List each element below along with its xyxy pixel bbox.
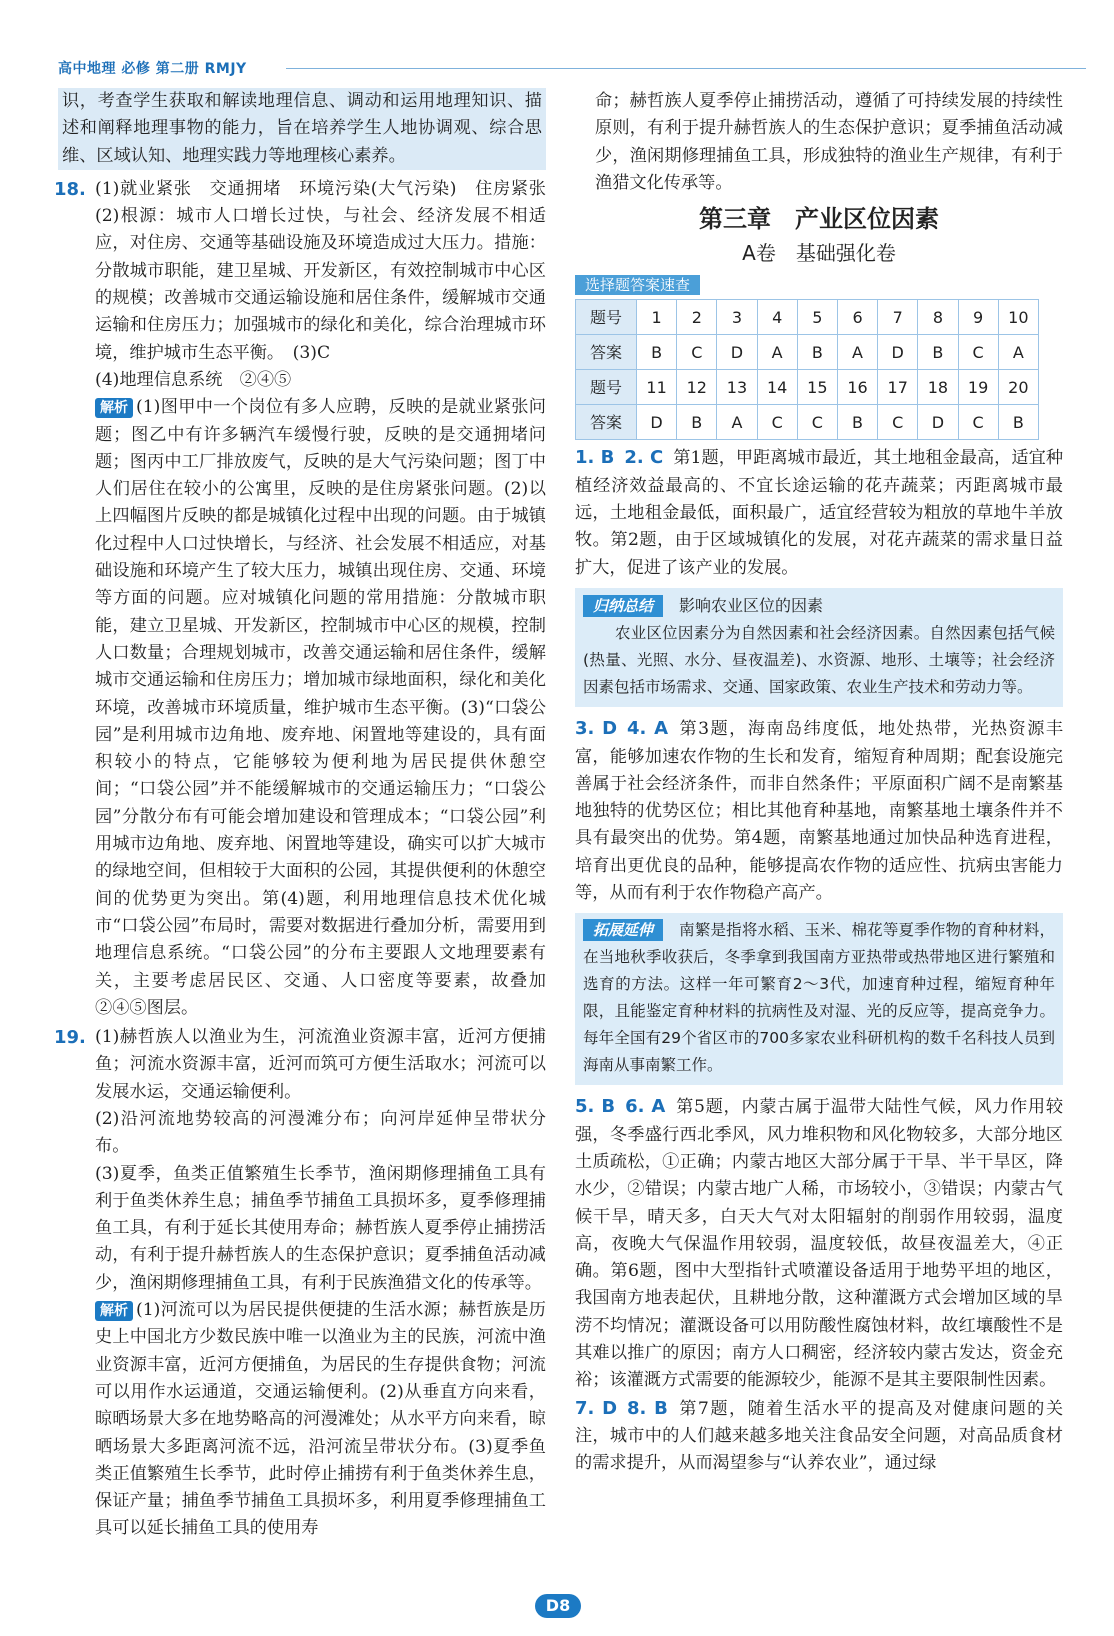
q3-4-explanation bbox=[575, 715, 1063, 907]
q19-analysis-continued: 命；赫哲族人夏季停止捕捞活动，遵循了可持续发展的持续性原则，有利于提升赫哲族人的生态保护意识；夏季捕鱼活动减少，渔闲期修理捕鱼工具，形成独特的渔业生产规律，有利于渔猎文化传承等。 bbox=[595, 91, 1063, 193]
question-cell: 8 bbox=[918, 300, 958, 335]
q7-answer: 7. D bbox=[575, 1397, 618, 1419]
q19-answer-3: (3)夏季，鱼类正值繁殖生长季节，渔闲期修理捕鱼工具有利于鱼类休养生息；捕鱼季节捕鱼工具损坏多，夏季修理捕鱼工具，有利于延长其使用寿命；赫哲族人夏季停止捕捞活动，有利于提升赫哲族人的生态保护意识；夏季捕鱼活动减少，渔闲期修理捕鱼工具，有利于民族渔猎文化的传承等。 bbox=[95, 1163, 546, 1293]
q19-answer-1: (1)赫哲族人以渔业为生，河流渔业资源丰富，近河方便捕鱼；河流水资源丰富，近河而筑可方便生活取水；河流可以发展水运，交通运输便利。 bbox=[95, 1027, 546, 1102]
question-cell: 14 bbox=[757, 370, 797, 405]
question-cell: 1 bbox=[637, 300, 677, 335]
answer-cell: C bbox=[677, 335, 717, 370]
q2-answer: 2. C bbox=[624, 447, 664, 469]
q18-answer: (1)就业紧张 交通拥堵 环境污染(大气污染) 住房紧张 (2)根源：城市人口增长过快，与社会、经济发展不相适应，对住房、交通等基础设施及环境造成过大压力。措施：分散城市职能，建卫星城、开发新区，有效控制城市中心区的规模；改善城市交通运输设施和居住条件，缓解城市交通运输和住房压力；加强城市的绿化和美化，综合治理城市环境，维护城市生态平衡。 (3)C bbox=[95, 178, 564, 363]
answer-cell: B bbox=[837, 405, 877, 440]
extension-box bbox=[575, 913, 1063, 1085]
answer-cell: B bbox=[637, 335, 677, 370]
answer-key-table bbox=[575, 299, 1039, 440]
q4-answer: 4. A bbox=[627, 718, 669, 740]
q18-answer-part4: (4)地理信息系统 ②④⑤ bbox=[95, 369, 292, 390]
question-18 bbox=[54, 176, 564, 1022]
answer-cell: C bbox=[797, 405, 837, 440]
answer-cell: D bbox=[717, 335, 757, 370]
q19-analysis bbox=[58, 1297, 546, 1543]
answer-cell: B bbox=[998, 405, 1038, 440]
right-column bbox=[575, 88, 1063, 1478]
intro-box: 识，考查学生获取和解读地理信息、调动和运用地理知识、描述和阐释地理事物的能力，旨在培养学生人地协调观、综合思维、区域认知、地理实践力等地理核心素养。 bbox=[58, 88, 546, 170]
q1-2-explanation bbox=[575, 444, 1063, 581]
q6-answer: 6. A bbox=[625, 1096, 666, 1118]
table-row bbox=[576, 300, 1039, 335]
answer-cell: A bbox=[837, 335, 877, 370]
analysis-tag: 解析 bbox=[95, 398, 133, 418]
table-row bbox=[576, 405, 1039, 440]
q19-answer-2: (2)沿河流地势较高的河漫滩分布；向河岸延伸呈带状分布。 bbox=[95, 1108, 546, 1157]
answer-cell: D bbox=[878, 335, 918, 370]
extension-tag: 拓展延伸 bbox=[583, 919, 663, 941]
page-header bbox=[58, 58, 1058, 80]
section-subtitle: A卷 基础强化卷 bbox=[742, 241, 896, 266]
question-cell: 12 bbox=[677, 370, 717, 405]
row-label: 题号 bbox=[576, 370, 637, 405]
question-19 bbox=[54, 1024, 546, 1543]
table-row bbox=[576, 335, 1039, 370]
row-label: 答案 bbox=[576, 335, 637, 370]
summary-tag: 归纳总结 bbox=[583, 595, 663, 617]
question-cell: 9 bbox=[958, 300, 998, 335]
question-cell: 16 bbox=[837, 370, 877, 405]
question-cell: 19 bbox=[958, 370, 998, 405]
answer-cell: C bbox=[958, 405, 998, 440]
answer-cell: B bbox=[918, 335, 958, 370]
answer-cell: A bbox=[717, 405, 757, 440]
summary-box bbox=[575, 588, 1063, 707]
question-cell: 3 bbox=[717, 300, 757, 335]
summary-title: 影响农业区位的因素 bbox=[679, 595, 824, 615]
q5-answer: 5. B bbox=[575, 1096, 616, 1118]
question-cell: 2 bbox=[677, 300, 717, 335]
question-cell: 20 bbox=[998, 370, 1038, 405]
q1-2-text: 第1题，甲距离城市最近，其土地租金最高，适宜种植经济效益最高的、不宜长途运输的花卉蔬菜；丙距离城市最远，土地租金最低，面积最广，适宜经营较为粗放的草地牛羊放牧。第2题，由于区域城镇化的发展，对花卉蔬菜的需求量日益扩大，促进了该产业的发展。 bbox=[575, 448, 1064, 578]
question-cell: 5 bbox=[797, 300, 837, 335]
q7-8-explanation bbox=[575, 1395, 1063, 1478]
q1-answer: 1. B bbox=[575, 447, 615, 469]
question-cell: 13 bbox=[717, 370, 757, 405]
question-cell: 15 bbox=[797, 370, 837, 405]
answer-cell: B bbox=[677, 405, 717, 440]
question-cell: 10 bbox=[998, 300, 1038, 335]
row-label: 答案 bbox=[576, 405, 637, 440]
question-cell: 18 bbox=[918, 370, 958, 405]
q18-analysis-text: (1)图甲中一个岗位有多人应聘，反映的是就业紧张问题；图乙中有许多辆汽车缓慢行驶，反映的是交通拥堵问题；图丙中工厂排放废气，反映的是大气污染问题；图丁中人们居住在较小的公寓里，反映的是住房紧张问题。(2)以上四幅图片反映的都是城镇化过程中出现的问题。由于城镇化过程中人口过快增长，与经济、社会发展不相适应，对基础设施和环境产生了较大压力，城镇出现住房、交通、环境等方面的问题。应对城镇化问题的常用措施：分散城市职能，建立卫星城、开发新区，控制城市中心区的规模，控制人口数量；合理规划城市，改善交通运输和居住条件，缓解城市交通运输和住房压力；增加城市绿地面积，绿化和美化环境，改善城市环境质量，维护城市生态平衡。(3)“口袋公园”是利用城市边角地、废弃地、闲置地等建设的，具有面积较小的特点，它能够较为便利地为居民提供休憩空间；“口袋公园”并不能缓解城市的交通运输压力；“口袋公园”分散分布有可能会增加建设和管理成本；“口袋公园”利用城市边角地、废弃地、闲置地等建设，确实可以扩大城市的绿地空间，但相较于大面积的公园，其提供便利的休憩空间的优势更为突出。第(4)题，利用地理信息技术优化城市“口袋公园”布局时，需要对数据进行叠加分析，需要用到地理信息系统。“口袋公园”的分布主要跟人文地理要素有关，主要考虑居民区、交通、人口密度等要素，故叠加②④⑤图层。 bbox=[95, 397, 546, 1018]
answer-cell: C bbox=[878, 405, 918, 440]
chapter-title: 第三章 产业区位因素 bbox=[699, 205, 939, 234]
q8-answer: 8. B bbox=[627, 1397, 668, 1419]
q5-6-explanation bbox=[575, 1093, 1063, 1394]
question-cell: 11 bbox=[637, 370, 677, 405]
analysis-tag: 解析 bbox=[95, 1301, 133, 1321]
page-number: D8 bbox=[535, 1594, 581, 1618]
book-title: 高中地理 必修 第二册 RMJY bbox=[58, 61, 247, 77]
row-label: 题号 bbox=[576, 300, 637, 335]
question-cell: 7 bbox=[878, 300, 918, 335]
answer-cell: A bbox=[757, 335, 797, 370]
extension-text: 南繁是指将水稻、玉米、棉花等夏季作物的育种材料，在当地秋季收获后，冬季拿到我国南方亚热带或热带地区进行繁殖和选育的方法。这样一年可繁育2～3代，加速育种过程，缩短育种年限，且能鉴定育种材料的抗病性及对湿、光的反应等，提高竞争力。每年全国有29个省区市的700多家农业科研机构的数千名科技人员到海南从事南繁工作。 bbox=[583, 921, 1055, 1075]
question-number: 18. bbox=[54, 178, 86, 200]
answer-key-caption: 选择题答案速查 bbox=[575, 275, 700, 295]
header-divider bbox=[286, 68, 1086, 69]
q18-analysis bbox=[58, 394, 546, 1022]
question-cell: 4 bbox=[757, 300, 797, 335]
q3-4-text: 第3题，海南岛纬度低，地处热带，光热资源丰富，能够加速农作物的生长和发育，缩短育种周期；配套设施完善属于社会经济条件，而非自然条件；平原面积广阔不是南繁基地独特的优势区位；相比其他育种基地，南繁基地土壤条件并不具有最突出的优势。第4题，南繁基地通过加快品种选育进程，培育出更优良的品种，能够提高农作物的适应性、抗病虫害能力等，从而有利于农作物稳产高产。 bbox=[575, 719, 1064, 904]
q5-6-text: 第5题，内蒙古属于温带大陆性气候，风力作用较强，冬季盛行西北季风，风力堆积物和风化物较多，大部分地区土质疏松，①正确；内蒙古地区大部分属于干旱、半干旱区，降水少，②错误；内蒙古地广人稀，市场较小，③错误；内蒙古气候干旱，晴天多，白天大气对太阳辐射的削弱作用较弱，温度高，夜晚大气保温作用较弱，温度较低，故昼夜温差大，④正确。第6题，图中大型指针式喷灌设备适用于地势平坦的地区，我国南方地表起伏，且耕地分散，这种灌溉方式会增加区域的旱涝不均情况；灌溉设备可以用防酸性腐蚀材料，故红壤酸性不是其难以推广的原因；南方人口稠密，经济较内蒙古发达，资金充裕；该灌溉方式需要的能源较少，能源不是其主要限制性因素。 bbox=[575, 1097, 1064, 1391]
answer-cell: B bbox=[797, 335, 837, 370]
question-number: 19. bbox=[54, 1027, 86, 1049]
answer-cell: C bbox=[757, 405, 797, 440]
question-cell: 6 bbox=[837, 300, 877, 335]
table-row bbox=[576, 370, 1039, 405]
answer-cell: D bbox=[918, 405, 958, 440]
answer-cell: C bbox=[958, 335, 998, 370]
extension-text-wrap bbox=[583, 917, 1055, 1079]
summary-text: 农业区位因素分为自然因素和社会经济因素。自然因素包括气候(热量、光照、水分、昼夜温差)、水资源、地形、土壤等；社会经济因素包括市场需求、交通、国家政策、农业生产技术和劳动力等。 bbox=[583, 624, 1055, 697]
q19-analysis-text: (1)河流可以为居民提供便捷的生活水源；赫哲族是历史上中国北方少数民族中唯一以渔业为主的民族，河流中渔业资源丰富，近河方便捕鱼，为居民的生存提供食物；河流可以用作水运通道，交通运输便利。(2)从垂直方向来看，晾晒场景大多在地势略高的河漫滩处；从水平方向来看，晾晒场景大多距离河流不远，沿河流呈带状分布。(3)夏季鱼类正值繁殖生长季节，此时停止捕捞有利于鱼类休养生息，保证产量；捕鱼季节捕鱼工具损坏多，利用夏季修理捕鱼工具可以延长捕鱼工具的使用寿 bbox=[95, 1300, 546, 1539]
answer-cell: A bbox=[998, 335, 1038, 370]
q3-answer: 3. D bbox=[575, 718, 618, 740]
question-cell: 17 bbox=[878, 370, 918, 405]
answer-cell: D bbox=[637, 405, 677, 440]
q7-8-text: 第7题，随着生活水平的提高及对健康问题的关注，城市中的人们越来越多地关注食品安全问题，对高品质食材的需求提升，从而渴望参与“认养农业”，通过绿 bbox=[575, 1398, 1064, 1474]
left-column bbox=[54, 88, 564, 1543]
